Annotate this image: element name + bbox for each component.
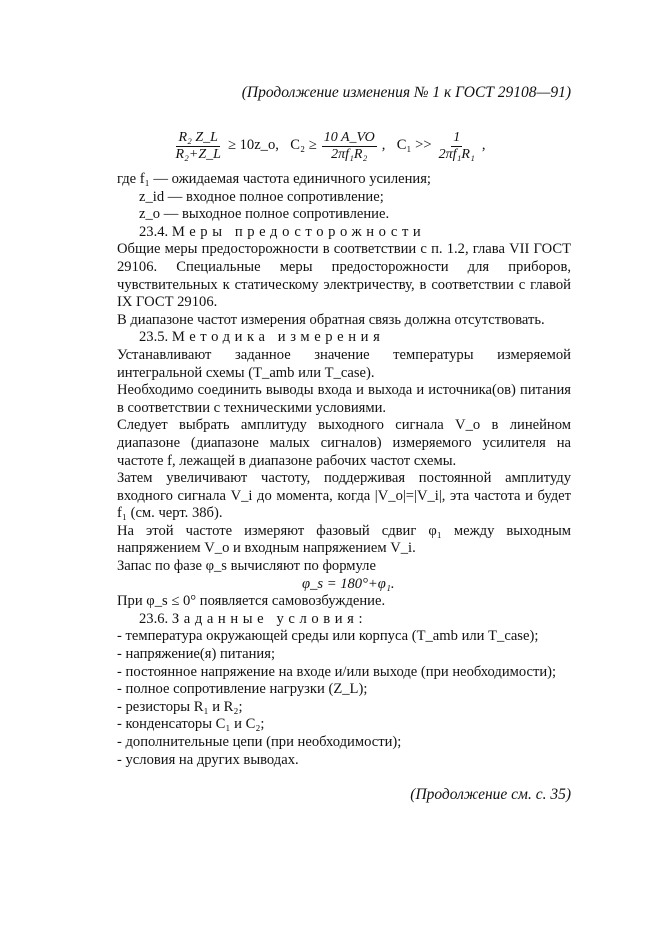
condition-item-6: - конденсаторы C₁ и C₂; <box>117 716 265 733</box>
section-23-5-paragraph-3: Следует выбрать амплитуду выходного сигнала V_o в линейном диапазоне (диапазоне малых сигналов) измеряемого усилителя на частоте f, лежащей в диапазоне рабочих частот схемы. <box>117 417 571 469</box>
condition-item-7: - дополнительные цепи (при необходимости); <box>117 734 402 750</box>
fraction-c2-denominator: 2πf₁R₂ <box>331 146 368 162</box>
section-23-4-paragraph-2: В диапазоне частот измерения обратная связь должна отсутствовать. <box>117 311 545 328</box>
fraction-rz <box>173 130 222 163</box>
section-23-6-heading <box>117 611 571 629</box>
condition-item-5: - резисторы R₁ и R₂; <box>117 698 243 715</box>
relation-c2: C₂ ≥ <box>290 137 317 154</box>
page-footer: (Продолжение см. с. 35) <box>410 786 571 803</box>
definition-f1: где f₁ — ожидаемая частота единичного усиления; <box>117 171 431 187</box>
fraction-c2-numerator: 10 A_VO <box>323 129 375 145</box>
condition-item-8: - условия на других выводах. <box>117 751 299 768</box>
section-23-6-title: Заданные условия: <box>171 610 368 627</box>
relation-c1: C₁ >> <box>396 137 432 154</box>
condition-item-1: - температура окружающей среды или корпуса (T_amb или T_case); <box>117 628 539 645</box>
section-23-6-number: 23.6. <box>139 610 169 627</box>
fraction-c1-numerator: 1 <box>453 129 461 145</box>
fraction-rz-denominator: R₂+Z_L <box>175 146 221 162</box>
page-header: (Продолжение изменения № 1 к ГОСТ 29108—91) <box>241 84 571 101</box>
condition-item-2: - напряжение(я) питания; <box>117 646 276 663</box>
section-23-5-paragraph-5: На этой частоте измеряют фазовый сдвиг φ₁ между выходным напряжением V_o и входным напряжением V_i. <box>117 522 571 557</box>
fraction-c1 <box>437 130 477 163</box>
section-23-4-title: Меры предосторожности <box>171 223 426 240</box>
fraction-rz-numerator: R₂ Z_L <box>178 129 218 145</box>
condition-item-3: - постоянное напряжение на входе и/или выходе (при необходимости); <box>117 663 557 680</box>
section-23-5-heading <box>117 329 571 347</box>
section-23-5-paragraph-2: Необходимо соединить выводы входа и выхода и источника(ов) питания в соответствии с техническими условиями. <box>117 382 571 416</box>
section-23-4-paragraph-1: Общие меры предосторожности в соответствии с п. 1.2, глава VII ГОСТ 29106. Специальные меры предосторожности для приборов, чувствительных к статическому электричеству, в соответствии с главой IX ГОСТ 29106. <box>117 241 571 311</box>
fraction-c1-denominator: 2πf₁R₁ <box>438 146 475 162</box>
phase-margin-formula: φ_s = 180°+φ₁. <box>302 575 395 592</box>
fraction-c2 <box>322 130 377 163</box>
section-23-4-heading <box>117 224 571 242</box>
condition-item-4: - полное сопротивление нагрузки (Z_L); <box>117 681 368 698</box>
relation-zo: ≥ 10z_o, <box>227 137 279 154</box>
section-23-5-paragraph-6: Запас по фазе φ_s вычисляют по формуле <box>117 558 376 575</box>
condition-formula: $\frac{\text{R₂ Z\_L}}{\text{R₂+Z\_L}}$ ≥ 10z_o, C₂ ≥ $\frac{10 A\_VO}{\text{2πf₁R₂}}$ , C₁ >> $\frac{1}{\text{2πf₁R₁}}$ , <box>175 129 486 162</box>
formula-end: , <box>481 137 486 154</box>
document-body <box>117 124 571 769</box>
definition-zid: z_id — входное полное сопротивление; <box>139 188 384 205</box>
definition-zo: z_o — выходное полное сопротивление. <box>139 206 390 223</box>
section-23-4-number: 23.4. <box>139 223 169 240</box>
section-23-5-paragraph-1: Устанавливают заданное значение температуры измеряемой интегральной схемы (T_amb или T_case). <box>117 346 571 381</box>
self-excitation-note: При φ_s ≤ 0° появляется самовозбуждение. <box>117 593 386 610</box>
section-23-5-title: Методика измерения <box>171 329 385 346</box>
section-23-5-number: 23.5. <box>139 329 169 346</box>
section-23-5-paragraph-4: Затем увеличивают частоту, поддерживая постоянной амплитуду входного сигнала V_i до момента, когда |V_o|=|V_i|, эта частота и будет f₁ (см. черт. 38б). <box>117 470 571 522</box>
